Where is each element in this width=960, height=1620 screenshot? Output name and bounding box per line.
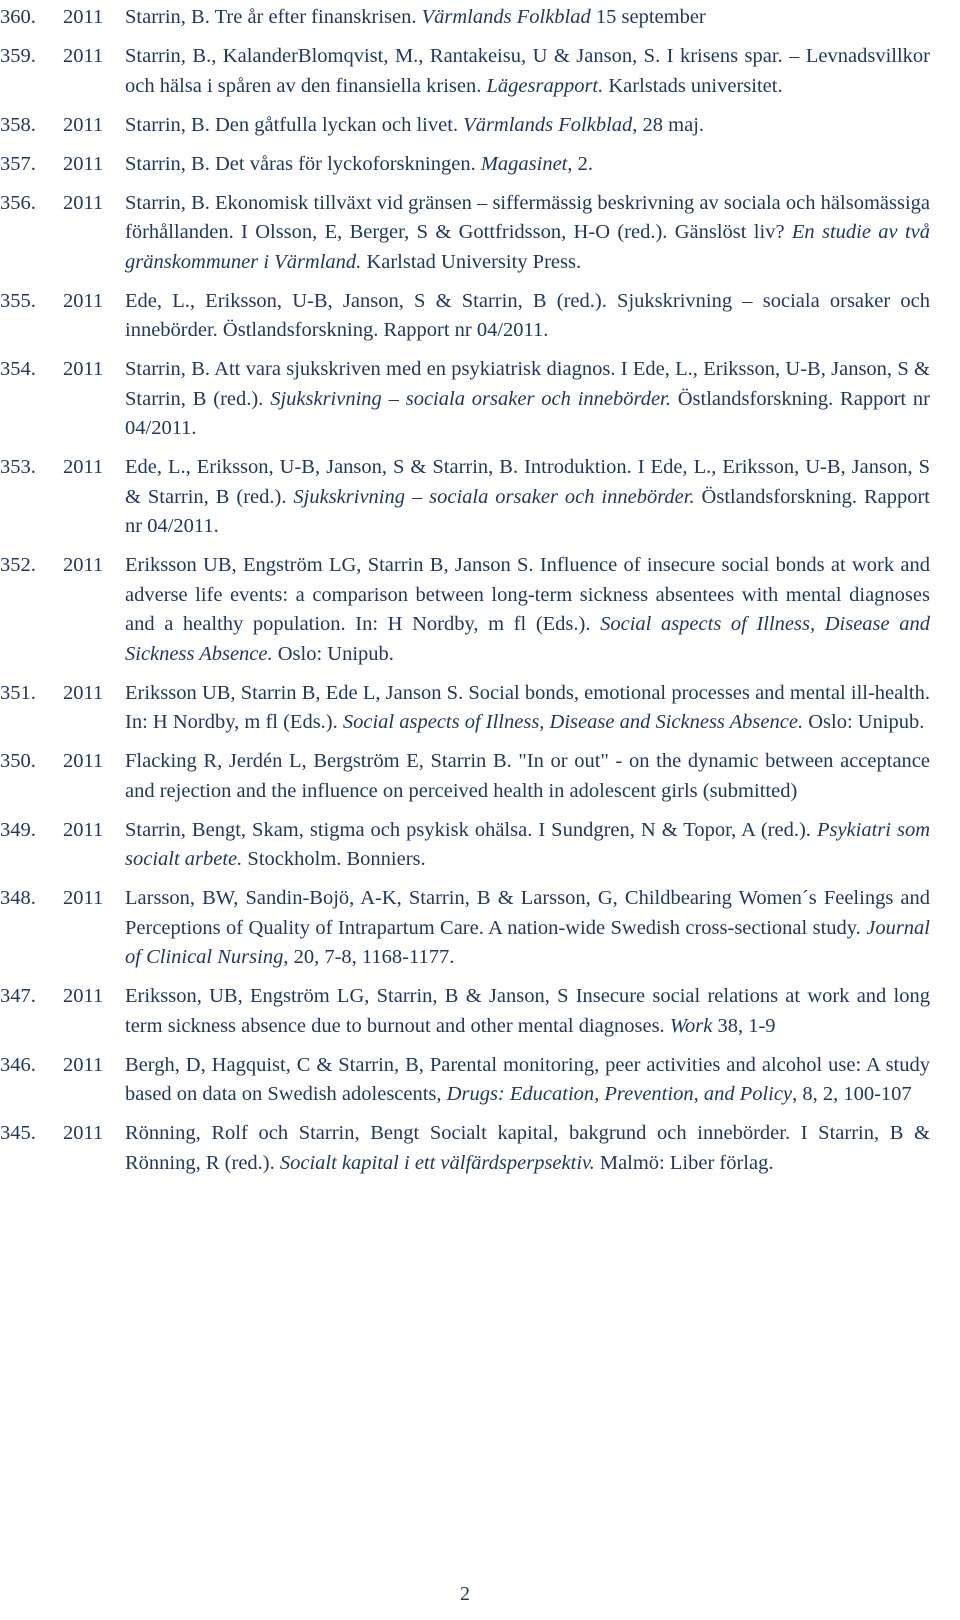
reference-text-segment: Bergh, D, Hagquist, C & Starrin, B, Parental monitoring, peer activities and alcohol use: A study based on data on Swedish adolescents, xyxy=(125,1053,930,1105)
reference-title-italic: Sjukskrivning – sociala orsaker och innebörder. xyxy=(293,485,695,508)
reference-text-segment: Rönning, Rolf och Starrin, Bengt Socialt kapital, bakgrund och innebörder. I Starrin, B & Rönning, R (red.). xyxy=(125,1122,930,1174)
reference-year: 2011 xyxy=(63,681,104,704)
reference-text xyxy=(125,1119,930,1178)
reference-text-segment: Östlandsforskning. Rapport nr 04/2011. xyxy=(125,387,931,439)
reference-year: 2011 xyxy=(63,750,104,772)
reference-text xyxy=(125,287,930,346)
reference-text xyxy=(125,816,930,875)
reference-title-italic: En studie av två gränskommuner i Värmland. xyxy=(125,221,930,273)
reference-text-segment: , 20, 7-8, 1168-1177. xyxy=(283,946,455,968)
reference-year: 2011 xyxy=(63,152,104,175)
reference-text xyxy=(125,189,930,278)
reference-number: 354. xyxy=(0,358,36,380)
reference-text xyxy=(125,679,930,738)
reference-title-italic: Lägesrapport. xyxy=(486,74,604,97)
reference-text-segment: Starrin, B. Att vara sjukskriven med en psykiatrisk diagnos. I Ede, L., Eriksson, U-B, Janson, S & Starrin, B (red.). xyxy=(125,358,930,410)
reference-number: 360. xyxy=(0,6,36,28)
reference-year: 2011 xyxy=(63,554,104,576)
reference-text-segment: , 28 maj. xyxy=(632,113,705,136)
reference-text-segment: , 2. xyxy=(567,152,593,175)
reference-number: 348. xyxy=(0,887,36,909)
reference-year: 2011 xyxy=(63,456,104,478)
reference-text-segment: Oslo: Unipub. xyxy=(803,711,925,733)
reference-entry xyxy=(0,884,930,973)
reference-entry xyxy=(0,1119,930,1178)
reference-text-segment: Starrin, B., KalanderBlomqvist, M., Rantakeisu, U & Janson, S. I krisens spar. – Levnadsvillkor och hälsa i spåren av den finansiella krisen. xyxy=(125,45,930,97)
reference-text-segment: Oslo: Unipub. xyxy=(272,642,394,665)
reference-text xyxy=(125,355,930,444)
reference-text-segment: Ede, L., Eriksson, U-B, Janson, S & Starrin, B (red.). Sjukskrivning – sociala orsaker och innebörder. Östlandsforskning. Rapport nr 04/2011. xyxy=(125,289,930,341)
reference-text-segment: Karlstads universitet. xyxy=(603,74,783,97)
reference-title-italic: Work xyxy=(669,1014,713,1037)
reference-title-italic: Journal of Clinical Nursing xyxy=(125,916,930,968)
reference-entry xyxy=(0,551,930,669)
reference-text-segment: Karlstad University Press. xyxy=(361,250,582,273)
reference-entry xyxy=(0,3,930,33)
reference-title-italic: Social aspects of Illness, Disease and Sickness Absence. xyxy=(125,613,930,665)
reference-year: 2011 xyxy=(63,1053,104,1076)
reference-number: 349. xyxy=(0,818,36,841)
reference-year: 2011 xyxy=(63,113,104,136)
reference-number: 355. xyxy=(0,289,36,312)
reference-entry xyxy=(0,42,930,101)
reference-text xyxy=(125,1051,930,1110)
reference-title-italic: Socialt kapital i ett välfärdsperpsektiv. xyxy=(279,1151,595,1174)
reference-text xyxy=(125,747,930,806)
reference-text-segment: Starrin, B. Ekonomisk tillväxt vid gränsen – siffermässig beskrivning av sociala och hälsomässiga förhållanden. I Olsson, E, Berger, S & Gottfridsson, H-O (red.). Gänslöst liv? xyxy=(125,191,930,243)
reference-number: 353. xyxy=(0,456,36,478)
reference-text-segment: Starrin, B. Tre år efter finanskrisen. xyxy=(125,6,422,28)
reference-title-italic: Psykiatri som socialt arbete. xyxy=(125,818,930,870)
reference-text xyxy=(125,982,930,1041)
reference-entry xyxy=(0,355,930,444)
reference-entry xyxy=(0,287,930,346)
reference-title-italic: Social aspects of Illness, Disease and Sickness Absence. xyxy=(342,711,804,733)
reference-list xyxy=(0,3,930,1188)
reference-year: 2011 xyxy=(63,985,104,1007)
reference-entry xyxy=(0,982,930,1041)
reference-text-segment: Flacking R, Jerdén L, Bergström E, Starrin B. "In or out" - on the dynamic between acceptance and rejection and the influence on perceived health in adolescent girls (submitted) xyxy=(125,750,930,802)
reference-title-italic: Sjukskrivning – sociala orsaker och innebörder. xyxy=(270,387,671,410)
reference-text-segment: Östlandsforskning. Rapport nr 04/2011. xyxy=(125,485,930,537)
reference-entry xyxy=(0,189,930,278)
reference-text-segment: Eriksson UB, Engström LG, Starrin B, Janson S. Influence of insecure social bonds at work and adverse life events: a comparison between long-term sickness absentees with mental diagnoses and a healthy population. In: H Nordby, m fl (Eds.). xyxy=(125,554,930,635)
reference-number: 346. xyxy=(0,1053,36,1076)
reference-number: 357. xyxy=(0,152,36,175)
reference-number: 347. xyxy=(0,985,36,1007)
reference-number: 345. xyxy=(0,1122,36,1144)
reference-entry xyxy=(0,747,930,806)
reference-year: 2011 xyxy=(63,1122,104,1144)
reference-year: 2011 xyxy=(63,358,104,380)
reference-entry xyxy=(0,453,930,542)
reference-text-segment: Starrin, B. Den gåtfulla lyckan och livet. xyxy=(125,113,464,136)
reference-number: 351. xyxy=(0,681,36,704)
reference-entry xyxy=(0,1051,930,1110)
reference-text xyxy=(125,150,930,180)
reference-text-segment: Starrin, B. Det våras för lyckoforskningen. xyxy=(125,152,481,175)
reference-text-segment: 38, 1-9 xyxy=(712,1014,776,1037)
reference-text xyxy=(125,111,930,141)
reference-text xyxy=(125,551,930,669)
reference-title-italic: Värmlands Folkblad xyxy=(463,113,633,136)
reference-number: 359. xyxy=(0,45,36,67)
reference-year: 2011 xyxy=(63,191,104,214)
reference-text-segment: Larsson, BW, Sandin-Bojö, A-K, Starrin, B & Larsson, G, Childbearing Women´s Feelings and Perceptions of Quality of Intrapartum Care. A nation-wide Swedish cross-sectional study. xyxy=(125,887,930,939)
reference-title-italic: Värmlands Folkblad xyxy=(421,6,591,28)
reference-text-segment: 15 september xyxy=(590,6,706,28)
reference-text-segment: , 8, 2, 100-107 xyxy=(792,1083,912,1105)
reference-year: 2011 xyxy=(63,45,104,67)
reference-title-italic: Drugs: Education, Prevention, and Policy xyxy=(446,1083,793,1105)
reference-text-segment: Stockholm. Bonniers. xyxy=(242,848,426,870)
reference-text xyxy=(125,453,930,542)
reference-number: 356. xyxy=(0,191,36,214)
reference-text xyxy=(125,3,930,33)
reference-text-segment: Eriksson, UB, Engström LG, Starrin, B & Janson, S Insecure social relations at work and long term sickness absence due to burnout and other mental diagnoses. xyxy=(125,985,930,1037)
reference-entry xyxy=(0,111,930,141)
reference-entry xyxy=(0,816,930,875)
reference-year: 2011 xyxy=(63,6,104,28)
reference-entry xyxy=(0,679,930,738)
page-number: 2 xyxy=(460,1583,470,1605)
reference-year: 2011 xyxy=(63,818,104,841)
reference-number: 350. xyxy=(0,750,36,772)
reference-text-segment: Malmö: Liber förlag. xyxy=(594,1151,774,1174)
reference-text-segment: Eriksson UB, Starrin B, Ede L, Janson S. Social bonds, emotional processes and mental ill-health. In: H Nordby, m fl (Eds.). xyxy=(125,681,930,733)
reference-text xyxy=(125,884,930,973)
reference-entry xyxy=(0,150,930,180)
reference-text xyxy=(125,42,930,101)
reference-text-segment: Ede, L., Eriksson, U-B, Janson, S & Starrin, B. Introduktion. I Ede, L., Eriksson, U-B, Janson, S & Starrin, B (red.). xyxy=(125,456,930,508)
reference-year: 2011 xyxy=(63,887,104,909)
reference-title-italic: Magasinet xyxy=(480,152,568,175)
reference-text-segment: Starrin, Bengt, Skam, stigma och psykisk ohälsa. I Sundgren, N & Topor, A (red.). xyxy=(125,818,817,841)
reference-year: 2011 xyxy=(63,289,104,312)
reference-number: 352. xyxy=(0,554,36,576)
reference-number: 358. xyxy=(0,113,36,136)
